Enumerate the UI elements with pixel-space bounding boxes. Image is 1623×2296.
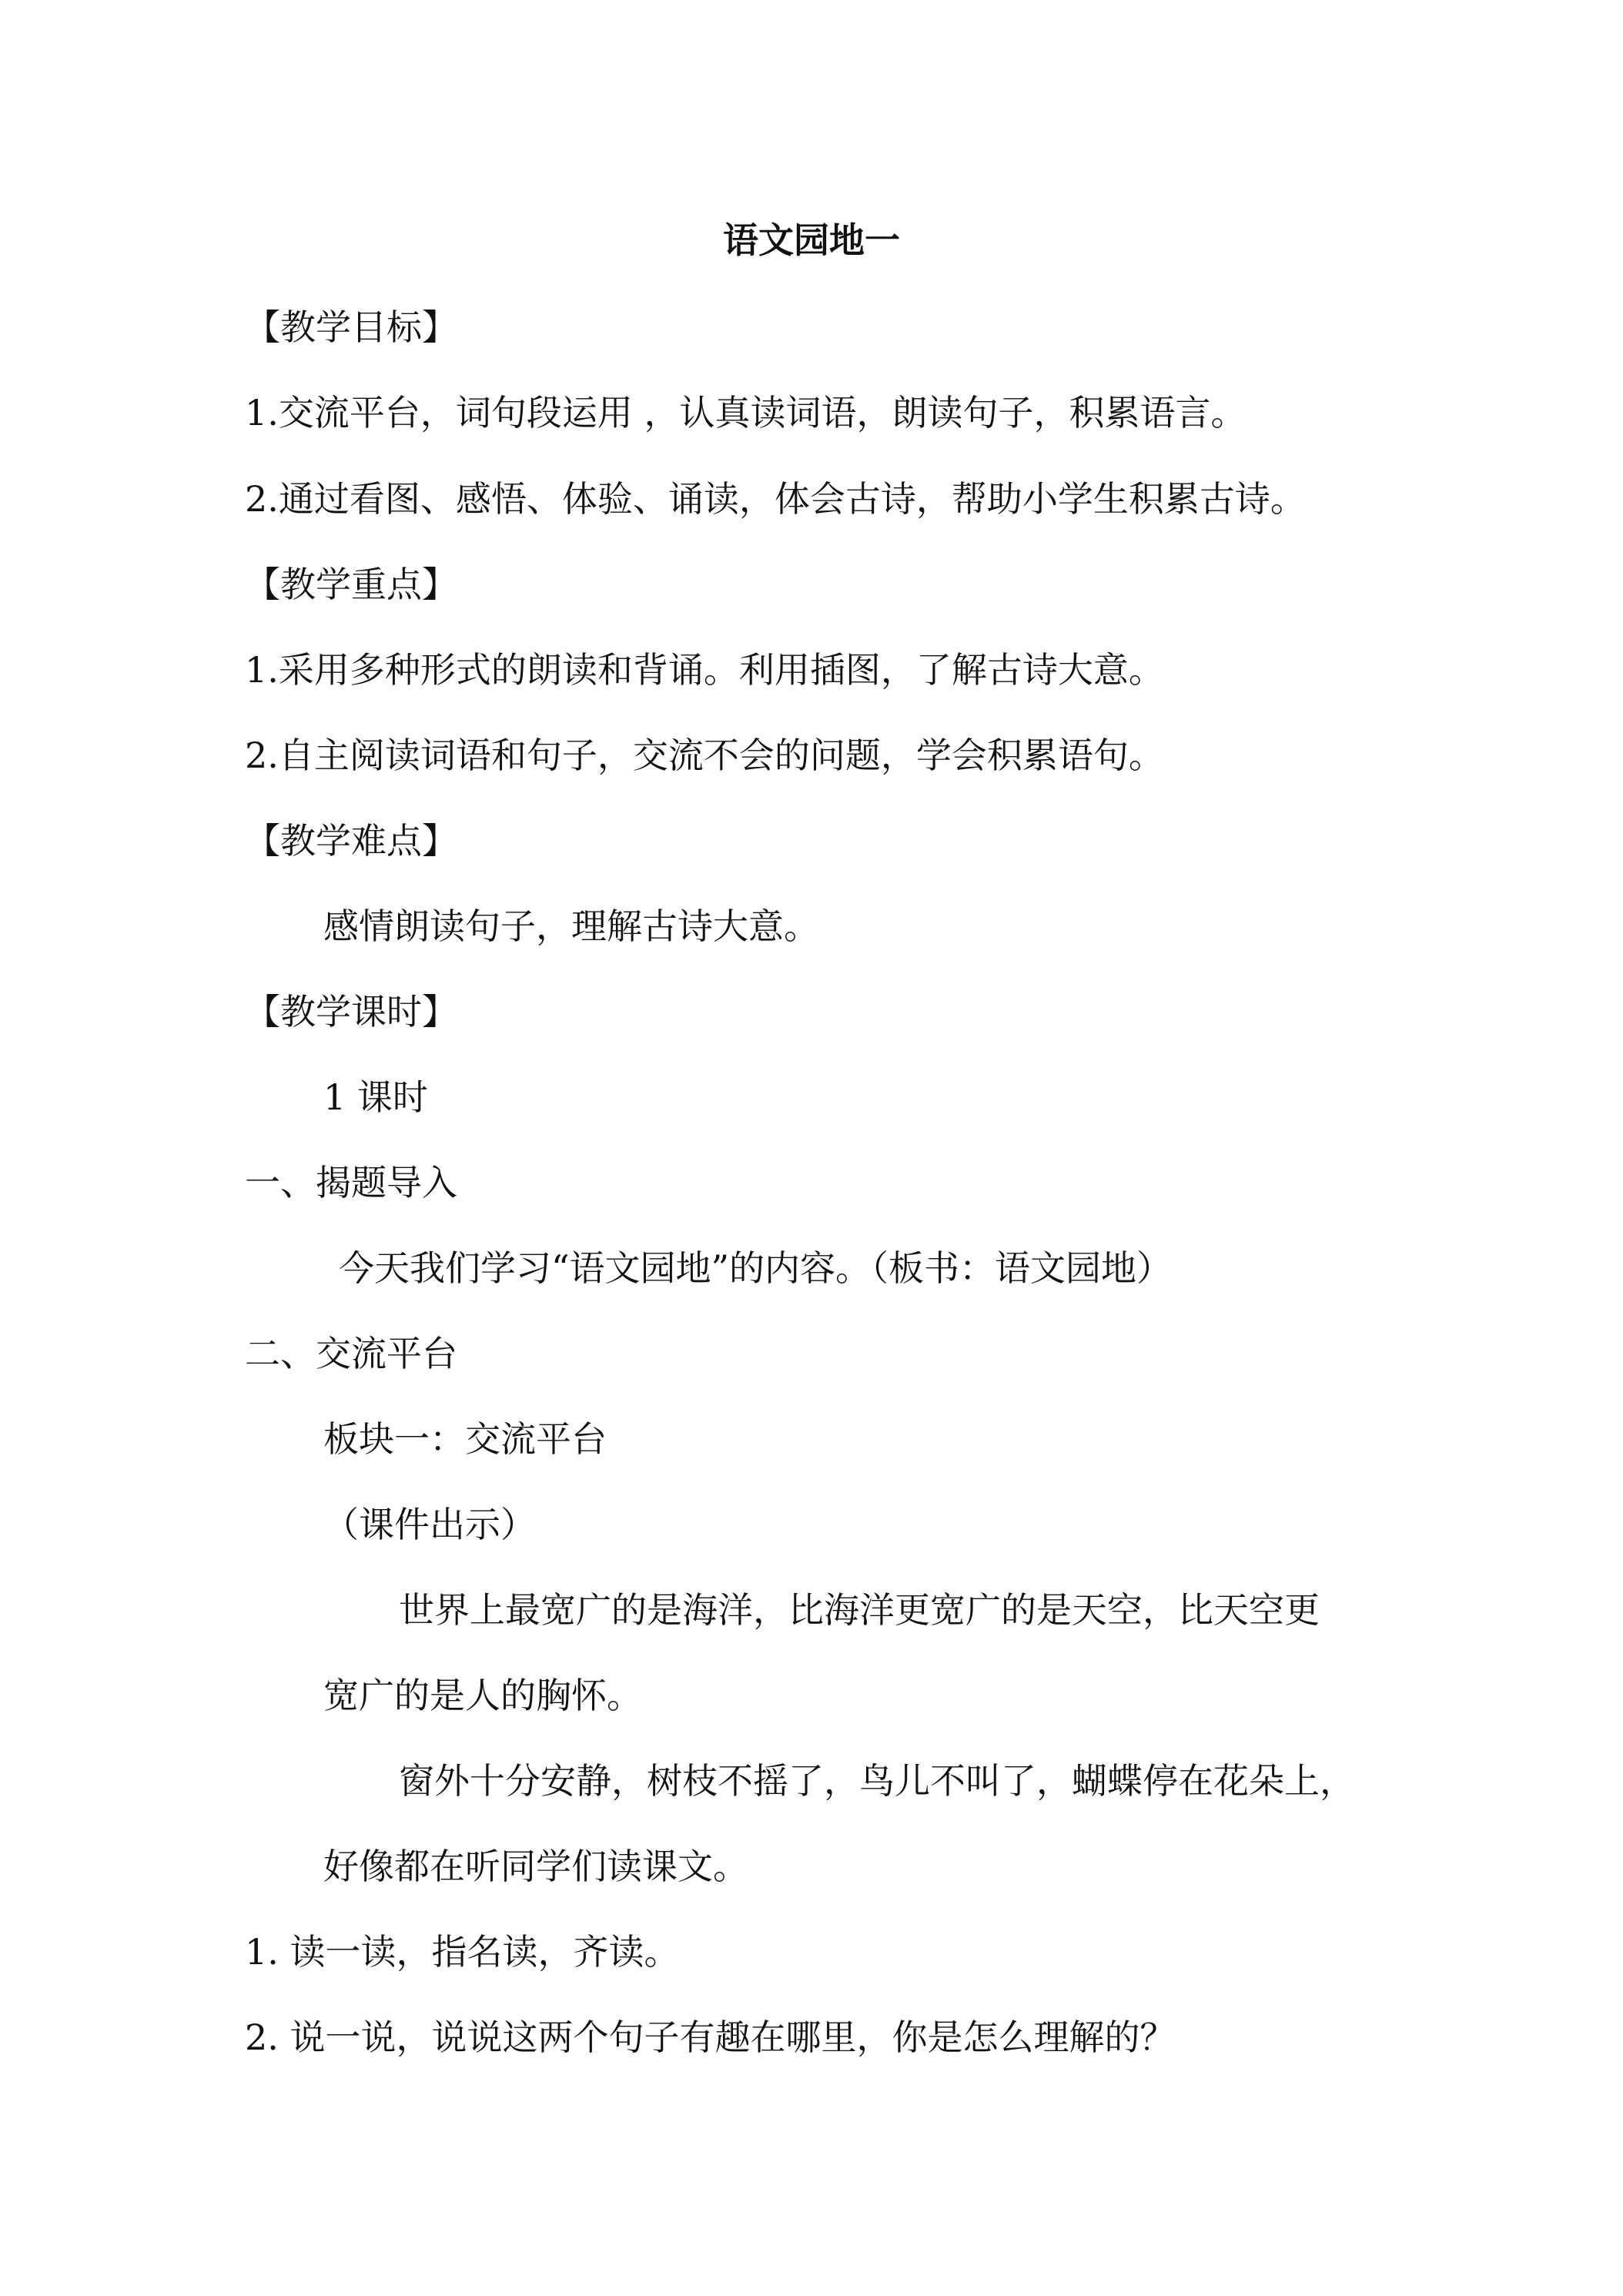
sentence-1-line-2: 宽广的是人的胸怀。 [323, 1675, 642, 1716]
page-title: 语文园地一 [723, 219, 900, 261]
section-1-heading: 一、揭题导入 [245, 1162, 457, 1203]
step-item-2: 2. 说一说，说说这两个句子有趣在哪里，你是怎么理解的？ [245, 2017, 1176, 2058]
objectives-heading: 【教学目标】 [245, 306, 457, 348]
courseware-note: （课件出示） [323, 1504, 536, 1545]
periods-text: 1 课时 [323, 1076, 428, 1118]
section-2-heading: 二、交流平台 [245, 1333, 457, 1374]
difficulty-text: 感情朗读句子，理解古诗大意。 [323, 905, 819, 947]
key-point-item-1: 1.采用多种形式的朗读和背诵。利用插图，了解古诗大意。 [245, 649, 1164, 691]
objective-item-1: 1.交流平台，词句段运用 ，认真读词语，朗读句子，积累语言。 [245, 392, 1247, 433]
step-item-1: 1. 读一读，指名读，齐读。 [245, 1931, 680, 1973]
sentence-1-line-1: 世界上最宽广的是海洋，比海洋更宽广的是天空，比天空更 [399, 1589, 1320, 1631]
objective-item-2: 2.通过看图、感悟、体验、诵读，体会古诗，帮助小学生积累古诗。 [245, 478, 1306, 520]
key-points-heading: 【教学重点】 [245, 564, 457, 605]
key-point-item-2: 2.自主阅读词语和句子，交流不会的问题，学会积累语句。 [245, 735, 1164, 776]
block-1-title: 板块一：交流平台 [323, 1418, 607, 1460]
sentence-2-line-2: 好像都在听同学们读课文。 [323, 1846, 748, 1887]
difficulties-heading: 【教学难点】 [245, 820, 457, 862]
periods-heading: 【教学课时】 [245, 991, 457, 1033]
sentence-2-line-1: 窗外十分安静，树枝不摇了，鸟儿不叫了，蝴蝶停在花朵上， [399, 1760, 1355, 1802]
section-1-text: 今天我们学习“语文园地”的内容。（板书：语文园地） [339, 1247, 1173, 1289]
